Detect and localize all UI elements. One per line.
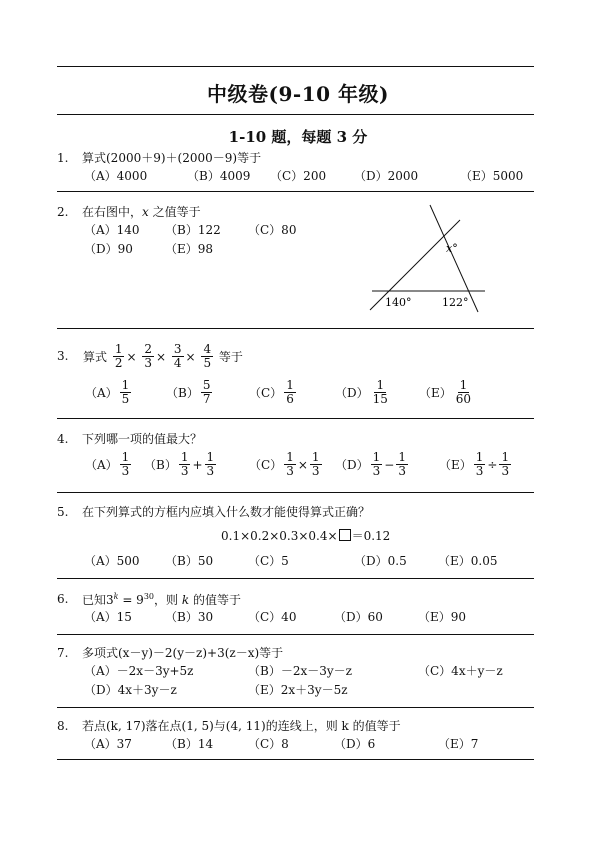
q2-option-a: （A）140	[84, 223, 140, 237]
divider	[57, 707, 534, 708]
q3-option-c: （C） $\frac{1}{6}$	[249, 378, 294, 406]
q7-text: 多项式(x－y)－2(y－z)+3(z－x)等于	[82, 646, 284, 660]
q3-option-a: （A） $\frac{1}{5}$	[85, 378, 130, 406]
bottom-rule	[57, 759, 534, 760]
q5-text: 在下列算式的方框内应填入什么数才能使得算式正确？	[82, 505, 371, 519]
q1-option-d: （D）2000	[354, 169, 419, 183]
title-rule	[57, 114, 534, 115]
section-heading: 1-10 题，每题 3 分	[228, 128, 368, 146]
q5-option-c: （C）5	[248, 554, 289, 568]
q1-option-a: （A）4000	[84, 169, 148, 183]
q7-option-b: （B）－2x－3y－z	[248, 664, 352, 678]
divider	[57, 191, 534, 192]
q2-option-b: （B）122	[165, 223, 221, 237]
divider	[57, 578, 534, 579]
q5-option-b: （B）50	[165, 554, 214, 568]
q3-number: 3.	[57, 349, 69, 363]
q6-option-a: （A）15	[84, 610, 132, 624]
divider	[57, 328, 534, 329]
angle-x-label: x°	[446, 242, 458, 255]
q4-text: 下列哪一项的值最大？	[82, 432, 203, 446]
q1-text: 算式(2000＋9)＋(2000－9)等于	[82, 151, 262, 165]
q1-number: 1.	[57, 151, 69, 165]
q5-option-a: （A）500	[84, 554, 140, 568]
q4-option-b: （B） $\frac{1}{3}$ + $\frac{1}{3}$	[144, 450, 215, 478]
q2-option-c: （C）80	[248, 223, 297, 237]
q6-option-b: （B）30	[165, 610, 214, 624]
q8-option-d: （D）6	[334, 737, 376, 751]
q6-number: 6.	[57, 592, 69, 606]
q1-option-b: （B）4009	[187, 169, 251, 183]
q8-option-e: （E）7	[438, 737, 479, 751]
q8-option-c: （C）8	[248, 737, 289, 751]
q8-option-b: （B）14	[165, 737, 214, 751]
q6-option-e: （E）90	[418, 610, 467, 624]
divider	[57, 634, 534, 635]
q3-option-b: （B） $\frac{5}{7}$	[166, 378, 211, 406]
q6-text: 已知$3^k = 9^{30}$，则 k 的值等于	[82, 592, 241, 607]
q7-option-e: （E）2x＋3y－5z	[248, 683, 348, 697]
q7-option-c: （C）4x＋y－z	[418, 664, 503, 678]
q8-number: 8.	[57, 719, 69, 733]
q2-option-d: （D）90	[84, 242, 133, 256]
q6-option-d: （D）60	[334, 610, 383, 624]
blank-box	[339, 529, 351, 541]
angle-140-label: 140°	[385, 296, 412, 309]
q2-option-e: （E）98	[165, 242, 214, 256]
q4-number: 4.	[57, 432, 69, 446]
q7-option-d: （D）4x＋3y－z	[84, 683, 177, 697]
q6-option-c: （C）40	[248, 610, 297, 624]
q1-option-c: （C）200	[270, 169, 327, 183]
q8-option-a: （A）37	[84, 737, 132, 751]
q5-option-d: （D）0.5	[354, 554, 407, 568]
q1-option-e: （E）5000	[460, 169, 524, 183]
top-rule	[57, 66, 534, 67]
q7-number: 7.	[57, 646, 69, 660]
q8-text: 若点(k, 17)落在点(1, 5)与(4, 11)的连线上，则 k 的值等于	[82, 719, 401, 733]
q3-option-d: （D） $\frac{1}{15}$	[335, 378, 388, 406]
q5-equation: 0.1×0.2×0.3×0.4× ＝0.12	[221, 529, 391, 543]
q7-option-a: （A）－2x－3y+5z	[84, 664, 194, 678]
q2-number: 2.	[57, 205, 69, 219]
divider	[57, 492, 534, 493]
triangle-figure	[360, 200, 490, 315]
q3-expression: 算式 $\frac{1}{2}$ × $\frac{2}{3}$ × $\frac{3}{4}$ × $\frac{4}{5}$ 等于	[83, 342, 243, 370]
q3-option-e: （E） $\frac{1}{60}$	[419, 378, 472, 406]
q4-option-e: （E） $\frac{1}{3}$ ÷ $\frac{1}{3}$	[439, 450, 510, 478]
q2-text: 在右图中，x 之值等于	[82, 205, 201, 219]
q4-option-c: （C） $\frac{1}{3}$ × $\frac{1}{3}$	[249, 450, 320, 478]
page-title: 中级卷(9-10 年级)	[207, 82, 389, 106]
q4-option-a: （A） $\frac{1}{3}$	[85, 450, 130, 478]
q5-number: 5.	[57, 505, 69, 519]
angle-122-label: 122°	[442, 296, 469, 309]
q4-option-d: （D） $\frac{1}{3}$ − $\frac{1}{3}$	[335, 450, 406, 478]
q5-option-e: （E）0.05	[438, 554, 498, 568]
divider	[57, 418, 534, 419]
